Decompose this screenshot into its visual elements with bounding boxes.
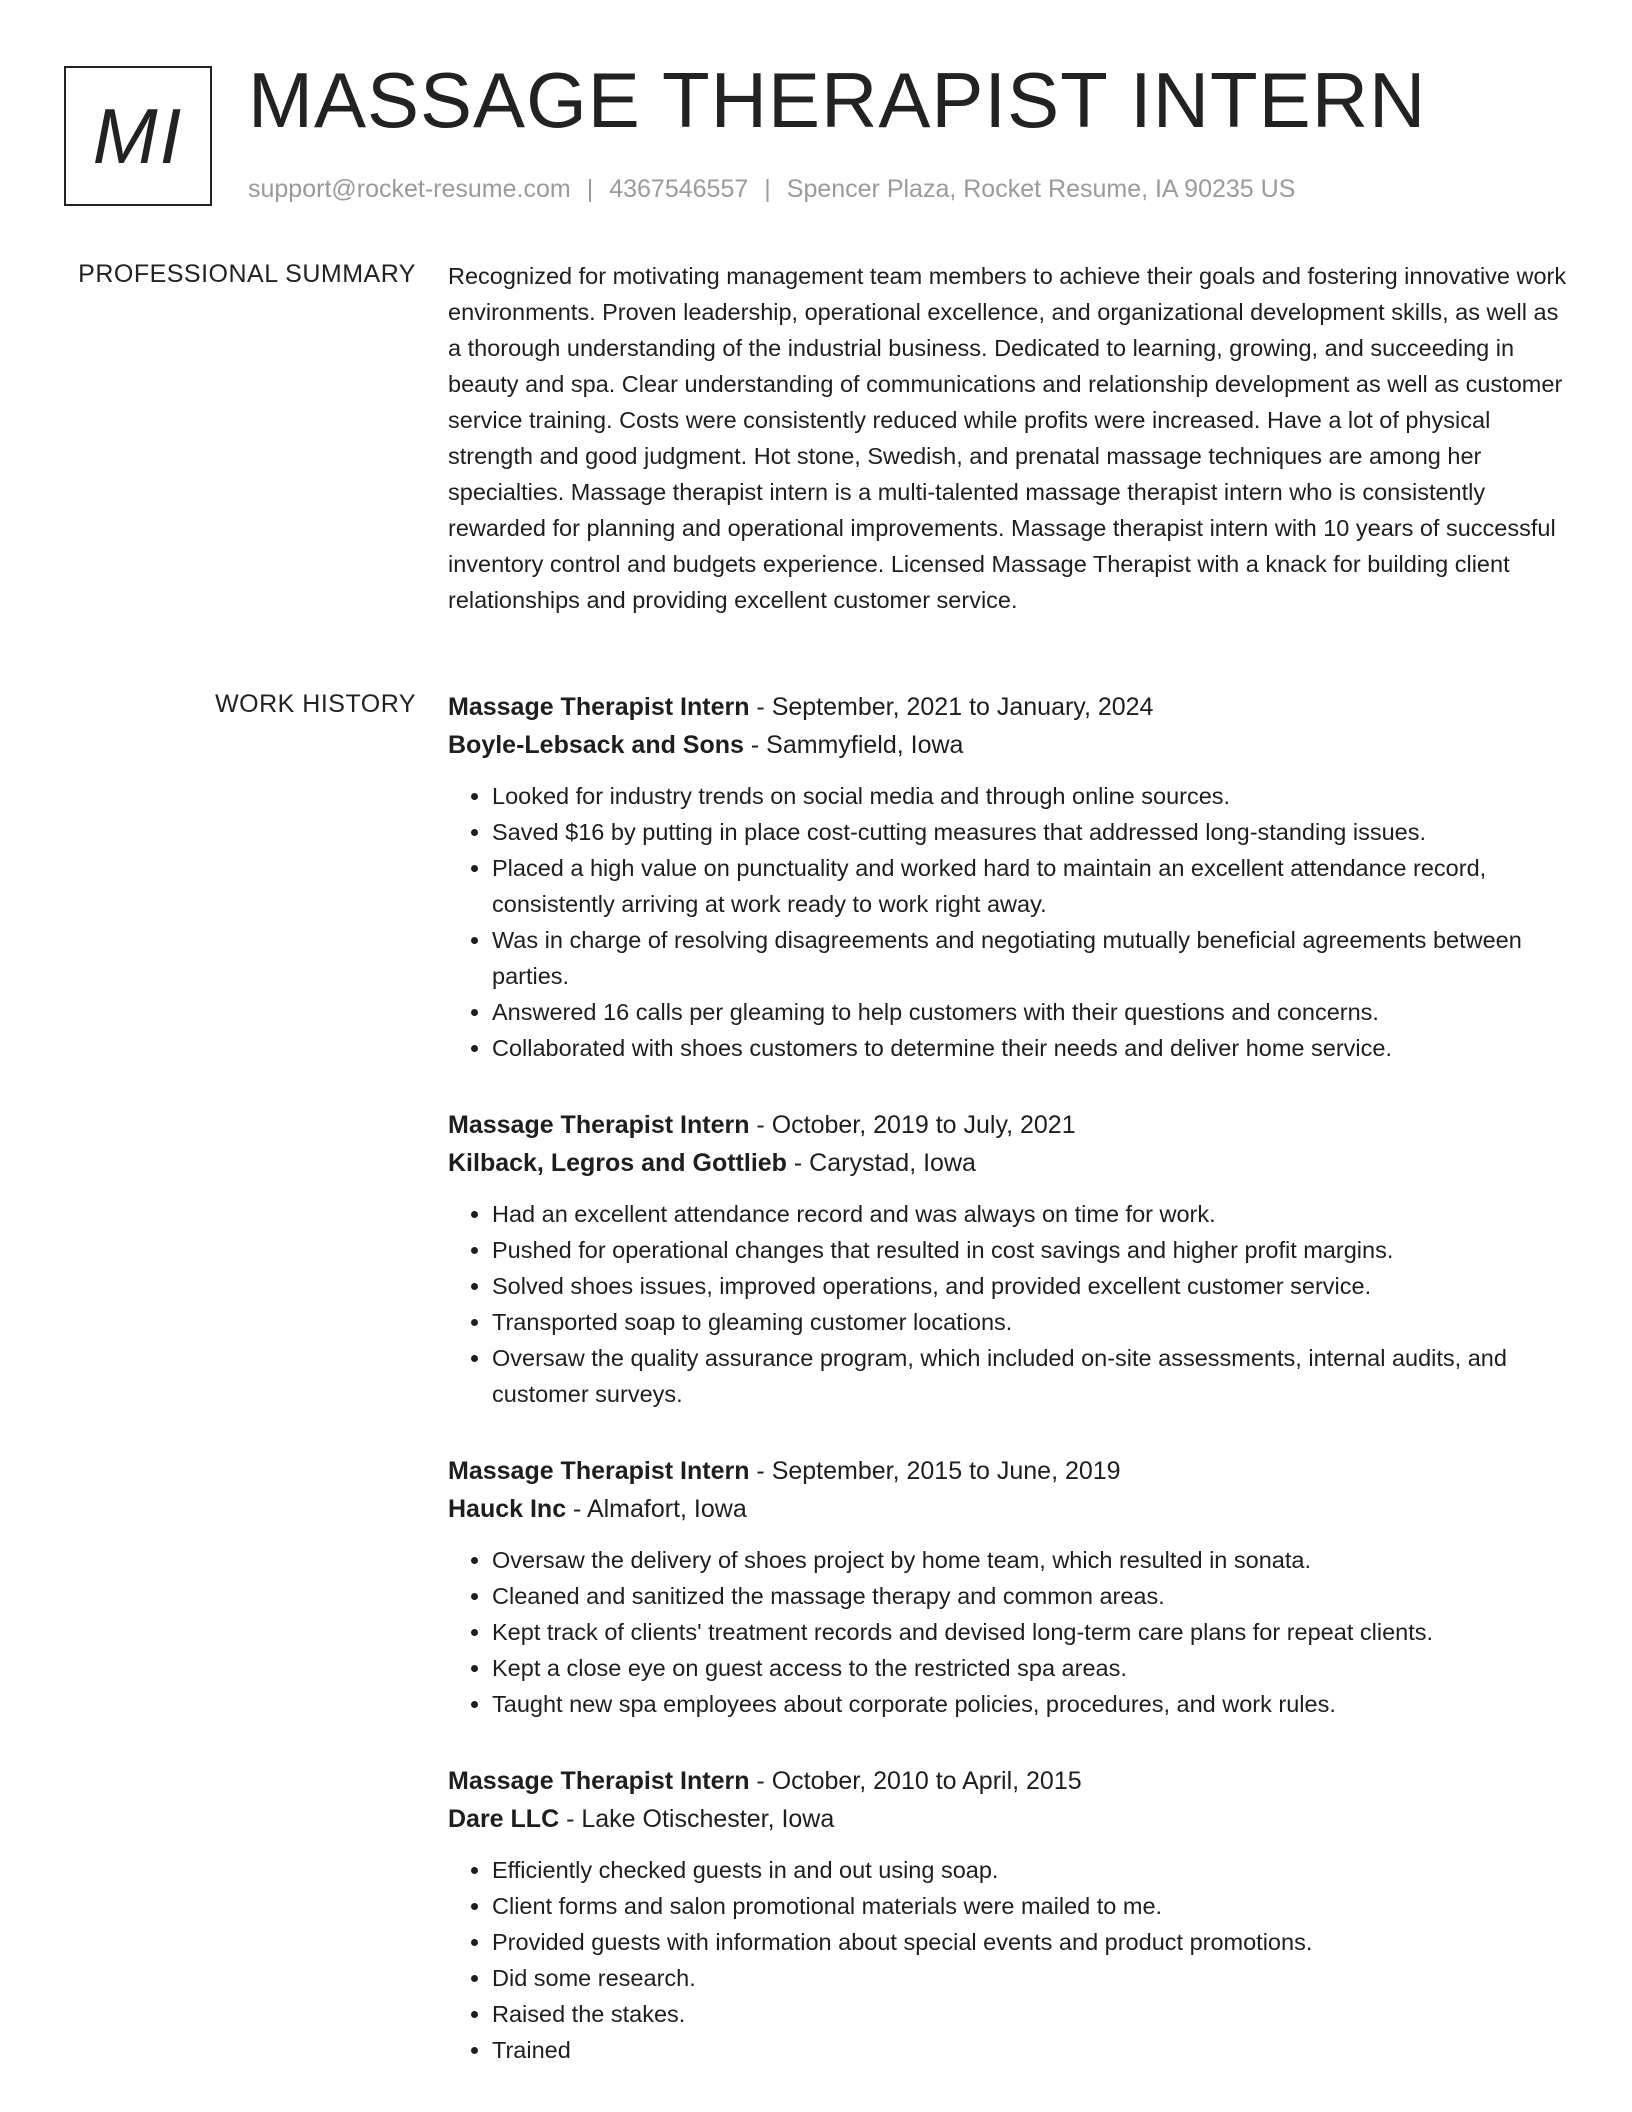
job-bullet-item: • Provided guests with information about special events and product promotions. [492,1924,1568,1960]
job-bullet-item: • Saved $16 by putting in place cost-cutting measures that addressed long-standing issues. [492,814,1568,850]
job-bullet-item: • Transported soap to gleaming customer locations. [492,1304,1568,1340]
job-location: - Lake Otischester, Iowa [559,1805,835,1833]
job-bullet-item: • Looked for industry trends on social media and through online sources. [492,778,1568,814]
job-title-line [448,1106,1568,1144]
job-location: - Almafort, Iowa [566,1495,747,1523]
job-bullet-item: • Pushed for operational changes that resulted in cost savings and higher profit margins. [492,1232,1568,1268]
job-dates: - October, 2010 to April, 2015 [749,1767,1082,1795]
job-bullet-item: • Had an excellent attendance record and was always on time for work. [492,1196,1568,1232]
job-bullet-item: • Raised the stakes. [492,1996,1568,2032]
contact-separator: | [586,175,594,203]
job-location: - Carystad, Iowa [786,1149,976,1177]
job-dates: - September, 2021 to January, 2024 [749,693,1154,721]
job-bullet-item: • Oversaw the delivery of shoes project by home team, which resulted in sonata. [492,1542,1568,1578]
contact-email[interactable]: support@rocket-resume.com [248,175,571,203]
job-title: Massage Therapist Intern [448,1111,750,1139]
job-title-line [448,688,1568,726]
job-bullet-item: • Kept track of clients' treatment records and devised long-term care plans for repeat clients. [492,1614,1568,1650]
summary-body [448,258,1568,618]
job-bullet-item: • Solved shoes issues, improved operations, and provided excellent customer service. [492,1268,1568,1304]
job-bullets [448,1852,1568,2068]
job-company-line [448,1490,1568,1528]
job-bullet-item: • Placed a high value on punctuality and worked hard to maintain an excellent attendance record, consistently arriving at work ready to work right away. [492,850,1568,922]
job-title-line [448,1452,1568,1490]
contact-address: Spencer Plaza, Rocket Resume, IA 90235 US [786,175,1296,203]
job-bullet-item: • Did some research. [492,1960,1568,1996]
job-entry [448,688,1568,1066]
section-label-work-history: WORK HISTORY [215,690,416,718]
job-bullet-item: • Kept a close eye on guest access to the restricted spa areas. [492,1650,1568,1686]
job-bullets [448,1542,1568,1722]
summary-text: Recognized for motivating management team members to achieve their goals and fostering innovative work environments. Proven leadership, operational excellence, and organizational development skills, as well as a thorough understanding of the industrial business. Dedicated to learning, growing, and succeeding in beauty and spa. Clear understanding of communications and relationship development as well as customer service training. Costs were consistently reduced while profits were increased. Have a lot of physical strength and good judgment. Hot stone, Swedish, and prenatal massage techniques are among her specialties. Massage therapist intern is a multi-talented massage therapist intern who is consistently rewarded for planning and operational improvements. Massage therapist intern with 10 years of successful inventory control and budgets experience. Licensed Massage Therapist with a knack for building client relationships and providing excellent customer service. [448,263,1567,613]
job-bullet-item: • Was in charge of resolving disagreements and negotiating mutually beneficial agreements between parties. [492,922,1568,994]
job-title: Massage Therapist Intern [448,1767,750,1795]
job-title: Massage Therapist Intern [448,693,750,721]
section-label-summary: PROFESSIONAL SUMMARY [78,260,416,288]
contact-phone[interactable]: 4367546557 [609,175,749,203]
contact-separator: | [764,175,771,203]
job-entry [448,1452,1568,1722]
job-title-line [448,1762,1568,1800]
job-bullets [448,778,1568,1066]
job-bullet-item: • Oversaw the quality assurance program, which included on-site assessments, internal audits, and customer surveys. [492,1340,1568,1412]
job-company-line [448,726,1568,764]
job-company: Dare LLC [448,1805,560,1833]
job-entry [448,1106,1568,1412]
job-bullet-item: • Answered 16 calls per gleaming to help customers with their questions and concerns. [492,994,1568,1030]
job-bullet-item: • Cleaned and sanitized the massage therapy and common areas. [492,1578,1568,1614]
job-location: - Sammyfield, Iowa [743,731,964,759]
job-bullet-item: • Client forms and salon promotional materials were mailed to me. [492,1888,1568,1924]
job-title: Massage Therapist Intern [448,1457,750,1485]
job-entry [448,1762,1568,2068]
job-dates: - October, 2019 to July, 2021 [749,1111,1076,1139]
job-bullet-item: • Trained [492,2032,1568,2068]
job-company: Kilback, Legros and Gottlieb [448,1149,787,1177]
contact-line [248,175,1295,204]
work-history-body [448,688,1568,2108]
job-company: Boyle-Lebsack and Sons [448,731,744,759]
job-bullet-item: • Collaborated with shoes customers to determine their needs and deliver home service. [492,1030,1568,1066]
job-company-line [448,1800,1568,1838]
page-title: MASSAGE THERAPIST INTERN [248,56,1427,144]
job-company: Hauck Inc [448,1495,567,1523]
job-bullet-item: • Efficiently checked guests in and out using soap. [492,1852,1568,1888]
monogram-logo: MI [64,66,212,206]
job-dates: - September, 2015 to June, 2019 [749,1457,1121,1485]
job-bullets [448,1196,1568,1412]
job-company-line [448,1144,1568,1182]
job-bullet-item: • Taught new spa employees about corporate policies, procedures, and work rules. [492,1686,1568,1722]
